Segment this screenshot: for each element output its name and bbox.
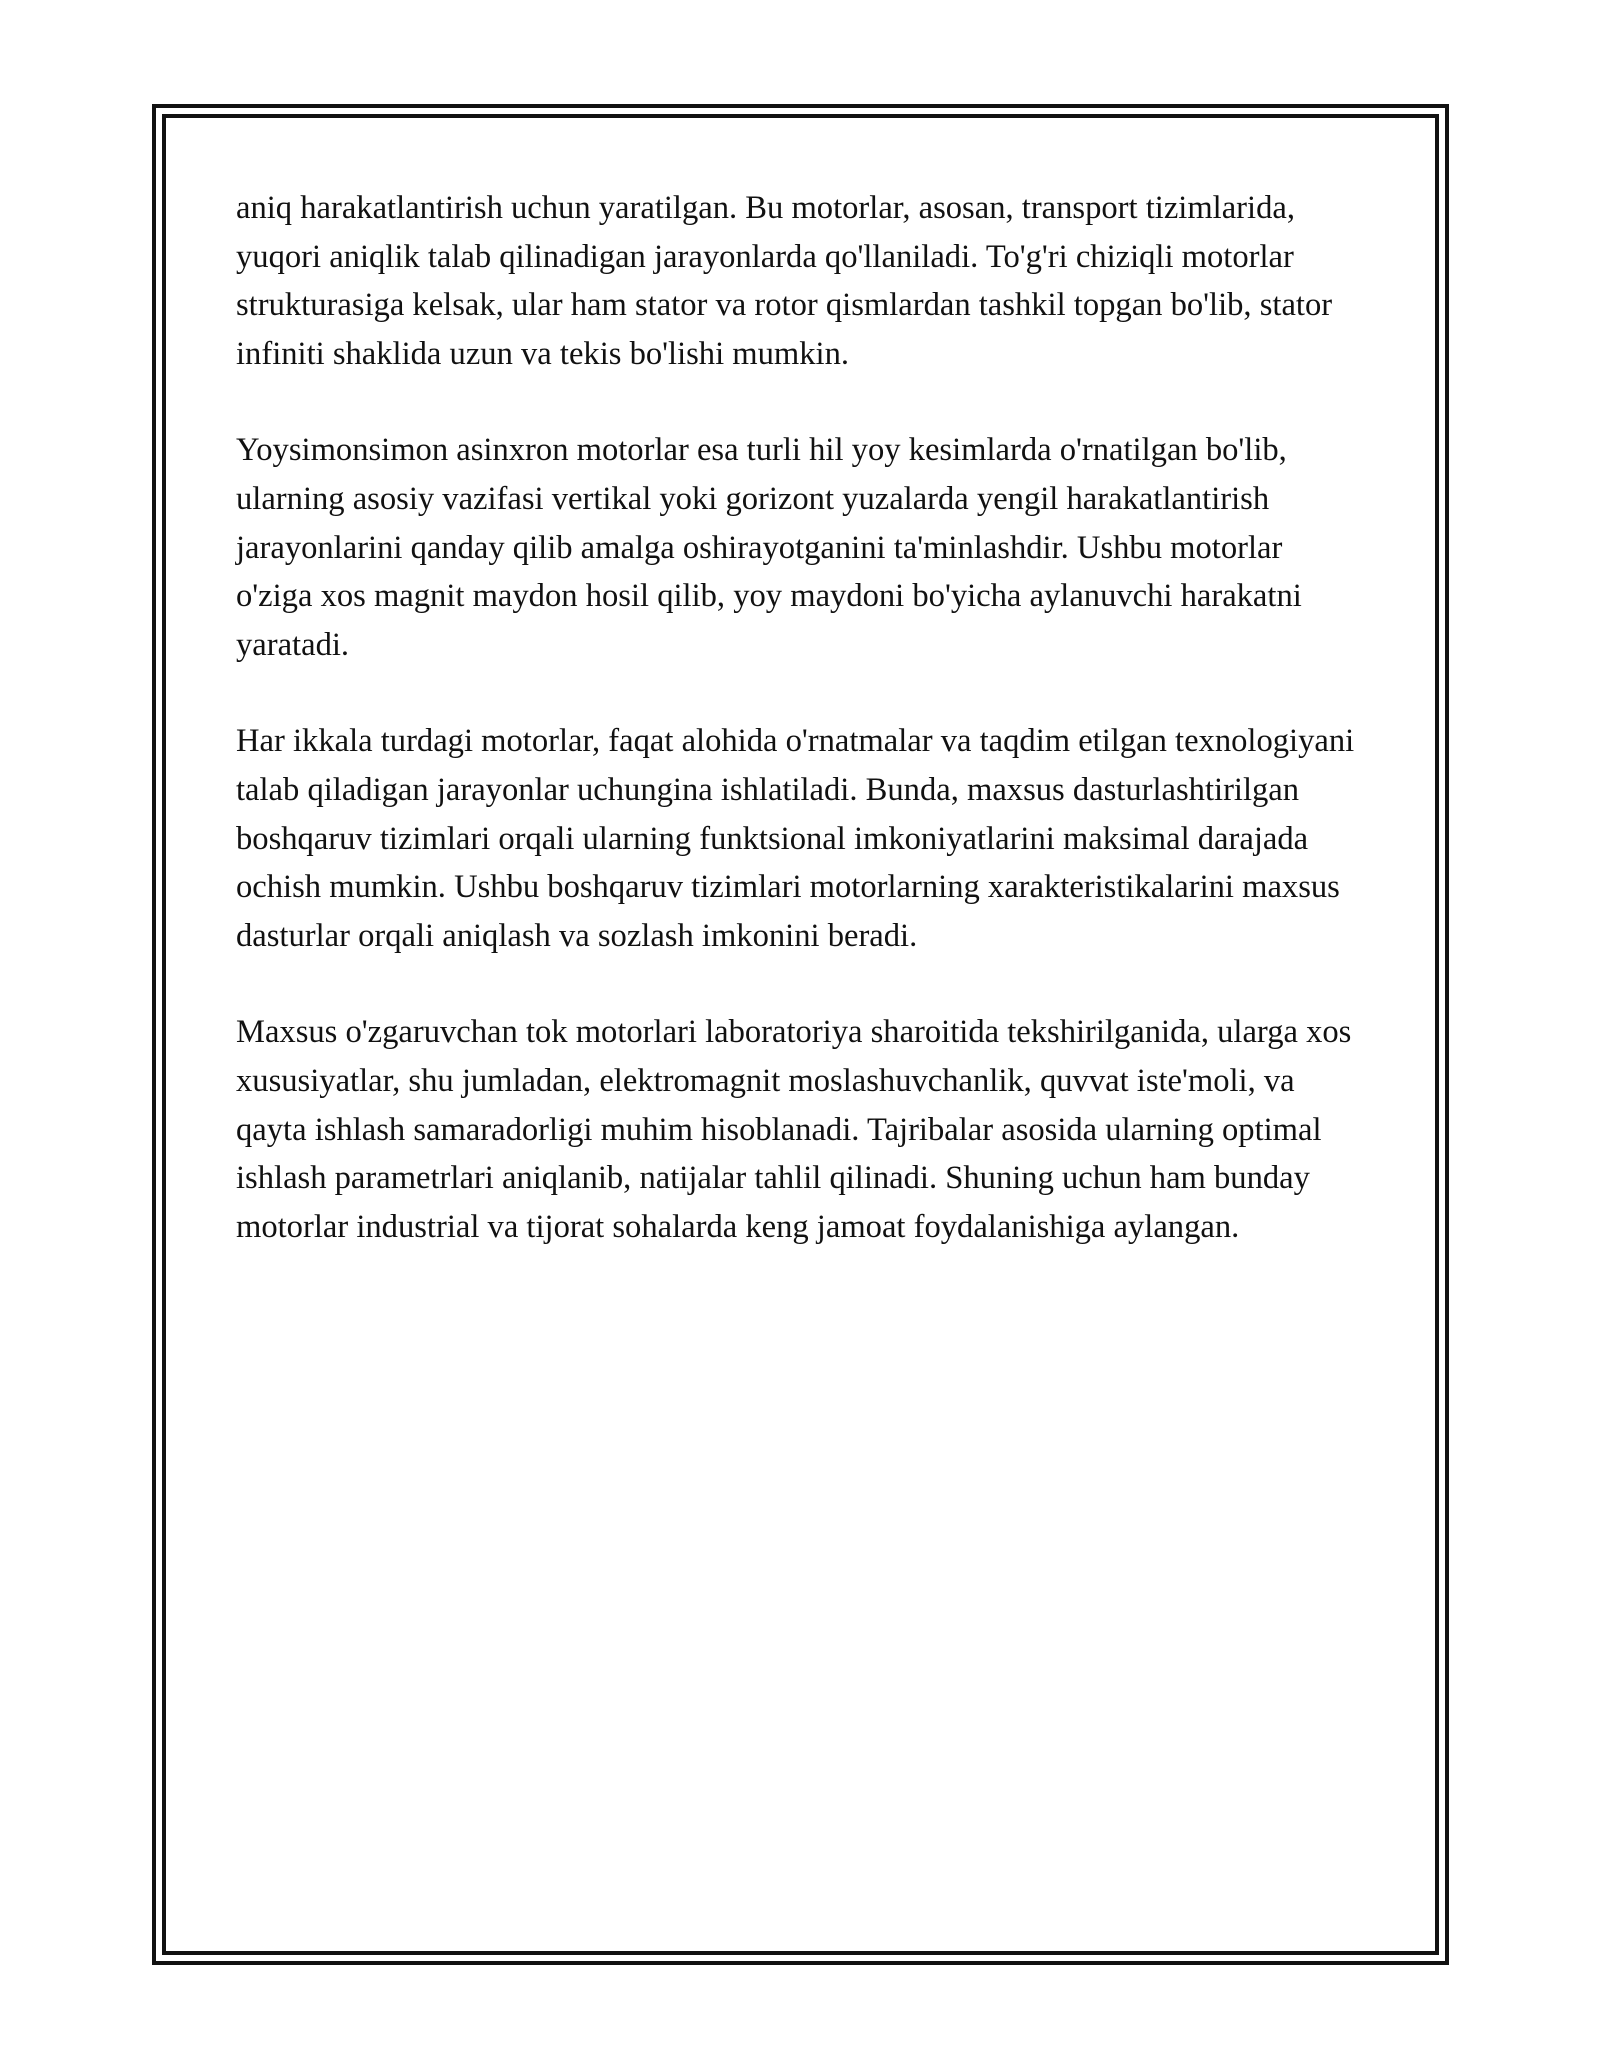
- paragraph-4: Maxsus o'zgaruvchan tok motorlari laboratoriya sharoitida tekshirilganida, ularga xos xususiyatlar, shu jumladan, elektromagnit moslashuvchanlik, quvvat iste'moli, va qayta ishlash samaradorligi muhim hisoblanadi. Tajribalar asosida ularning optimal ishlash parametrlari aniqlanib, natijalar tahlil qilinadi. Shuning uchun ham bunday motorlar industrial va tijorat sohalarda keng jamoat foydalanishiga aylangan.: [236, 1014, 1352, 1245]
- paragraph-2: Yoysimonsimon asinxron motorlar esa turli hil yoy kesimlarda o'rnatilgan bo'lib, ularning asosiy vazifasi vertikal yoki gorizont yuzalarda yengil harakatlantirish jarayonlarini qanday qilib amalga oshirayotganini ta'minlashdir. Ushbu motorlar o'ziga xos magnit maydon hosil qilib, yoy maydoni bo'yicha aylanuvchi harakatni yaratadi.: [236, 432, 1302, 663]
- document-body: [236, 184, 1366, 1299]
- paragraph-1: aniq harakatlantirish uchun yaratilgan. Bu motorlar, asosan, transport tizimlarida, yuqori aniqlik talab qilinadigan jarayonlarda qo'llaniladi. To'g'ri chiziqli motorlar strukturasiga kelsak, ular ham stator va rotor qismlardan tashkil topgan bo'lib, stator infiniti shaklida uzun va tekis bo'lishi mumkin.: [236, 190, 1333, 372]
- paragraph-3: Har ikkala turdagi motorlar, faqat alohida o'rnatmalar va taqdim etilgan texnologiyani talab qiladigan jarayonlar uchungina ishlatiladi. Bunda, maxsus dasturlashtirilgan boshqaruv tizimlari orqali ularning funktsional imkoniyatlarini maksimal darajada ochish mumkin. Ushbu boshqaruv tizimlari motorlarning xarakteristikalarini maxsus dasturlar orqali aniqlash va sozlash imkonini beradi.: [236, 723, 1355, 954]
